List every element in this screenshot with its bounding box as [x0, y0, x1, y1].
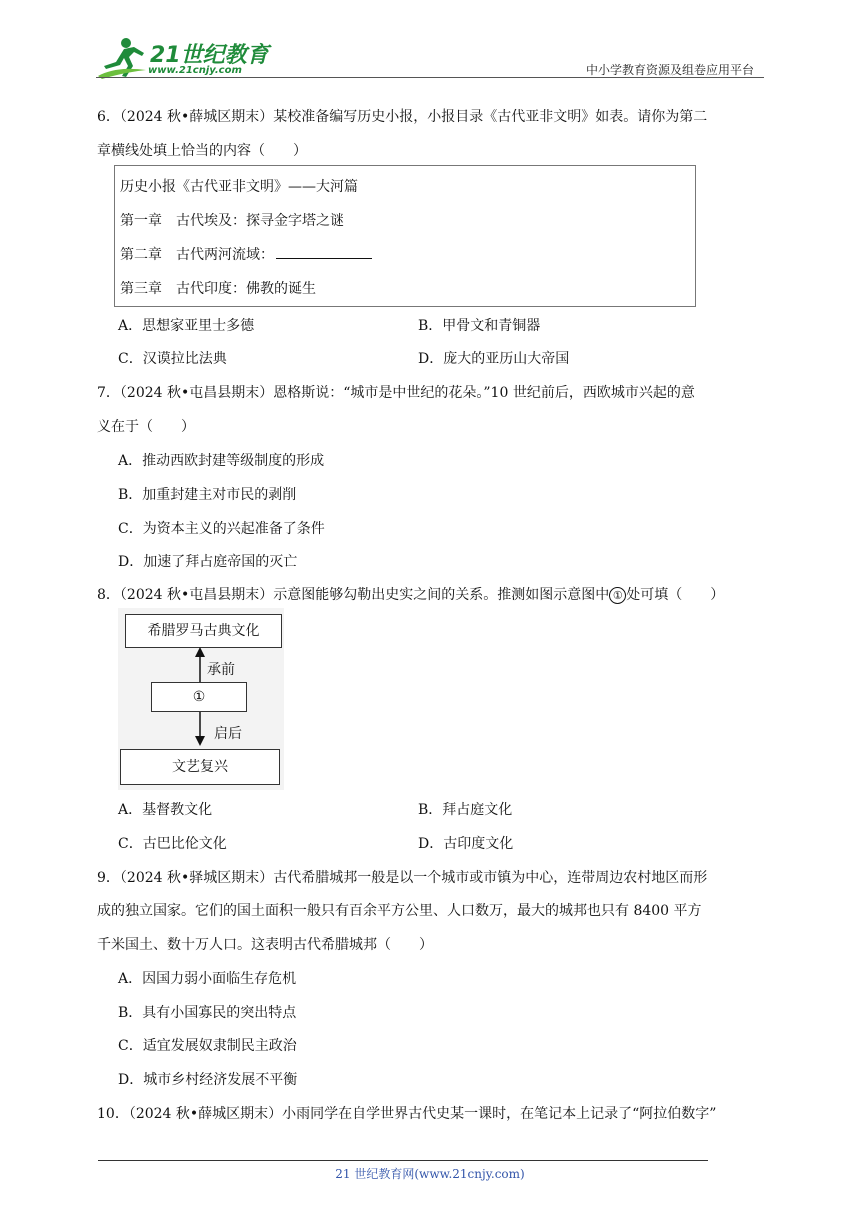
q6-table-row-chapter1: 第一章 古代埃及：探寻金字塔之谜 — [120, 213, 344, 229]
logo-url: www.21cnjy.com — [148, 65, 242, 76]
header-platform-name: 中小学教育资源及组卷应用平台 — [585, 63, 754, 77]
q9-stem-line1: 9．（2024 秋•驿城区期末）古代希腊城邦一般是以一个城市或市镇为中心，连带周边农村地区而形 — [97, 870, 708, 886]
q8-stem-pre: 8．（2024 秋•屯昌县期末）示意图能够勾勒出史实之间的关系。推测如图示意图中 — [97, 587, 610, 603]
header-divider — [96, 77, 764, 78]
q6-table-row-title: 历史小报《古代亚非文明》——大河篇 — [120, 179, 358, 195]
q7-stem-line2: 义在于（ ） — [97, 419, 195, 435]
q6-table-row-chapter3: 第三章 古代印度：佛教的诞生 — [120, 281, 316, 297]
q9-stem-line3: 千米国土、数十万人口。这表明古代希腊城邦（ ） — [97, 937, 433, 953]
q9-stem-line2: 成的独立国家。它们的国土面积一般只有百余平方公里、人口数万，最大的城邦也只有 8400 平方 — [97, 903, 702, 919]
q8-arrow-down-label: 启后 — [214, 726, 242, 742]
q6-stem-line1: 6．（2024 秋•薛城区期末）某校准备编写历史小报，小报目录《古代亚非文明》如表。请你为第二 — [97, 109, 708, 125]
q10-stem-line1: 10．（2024 秋•薛城区期末）小雨同学在自学世界古代史某一课时，在笔记本上记录了“阿拉伯数字” — [97, 1106, 717, 1122]
q6-option-d: D．庞大的亚历山大帝国 — [418, 351, 570, 367]
q8-diagram-bottom-box: 文艺复兴 — [120, 749, 280, 785]
q6-option-c: C．汉谟拉比法典 — [118, 351, 227, 367]
q6-answer-blank — [276, 246, 372, 259]
q7-stem-line1: 7．（2024 秋•屯昌县期末）恩格斯说：“城市是中世纪的花朵。”10 世纪前后，西欧城市兴起的意 — [97, 385, 695, 401]
q9-option-d: D．城市乡村经济发展不平衡 — [118, 1072, 298, 1088]
q9-option-c: C．适宜发展奴隶制民主政治 — [118, 1038, 297, 1054]
arrow-down-icon — [190, 711, 210, 747]
q8-diagram-top-box: 希腊罗马古典文化 — [125, 614, 282, 648]
q7-option-d: D．加速了拜占庭帝国的灭亡 — [118, 554, 298, 570]
q9-option-b: B．具有小国寡民的突出特点 — [118, 1005, 297, 1021]
q9-option-a: A．因国力弱小面临生存危机 — [118, 971, 297, 987]
q8-arrow-up-label: 承前 — [207, 662, 235, 678]
q8-stem-post: 处可填（ ） — [626, 587, 725, 603]
q8-option-a: A．基督教文化 — [118, 802, 213, 818]
q7-option-c: C．为资本主义的兴起准备了条件 — [118, 521, 325, 537]
q8-diagram-middle-box: ① — [151, 682, 247, 712]
q6-option-b: B．甲骨文和青铜器 — [418, 318, 541, 334]
q6-chapter2-text: 第二章 古代两河流域： — [120, 247, 274, 263]
q8-option-b: B．拜占庭文化 — [418, 802, 513, 818]
q8-stem-line1 — [97, 584, 724, 604]
runner-logo-icon — [96, 36, 152, 80]
q7-option-a: A．推动西欧封建等级制度的形成 — [118, 453, 325, 469]
footer-site-link[interactable]: 21 世纪教育网(www.21cnjy.com) — [335, 1167, 525, 1181]
q6-stem-line2: 章横线处填上恰当的内容（ ） — [97, 143, 307, 159]
q8-option-c: C．古巴比伦文化 — [118, 836, 227, 852]
q8-option-d: D．古印度文化 — [418, 836, 514, 852]
q7-option-b: B．加重封建主对市民的剥削 — [118, 487, 297, 503]
footer-divider — [98, 1160, 708, 1161]
q6-option-a: A．思想家亚里士多德 — [118, 318, 255, 334]
logo-title: 21世纪教育 — [150, 43, 269, 68]
q6-table-row-chapter2 — [120, 244, 372, 264]
q8-circled-marker: ① — [609, 587, 626, 604]
